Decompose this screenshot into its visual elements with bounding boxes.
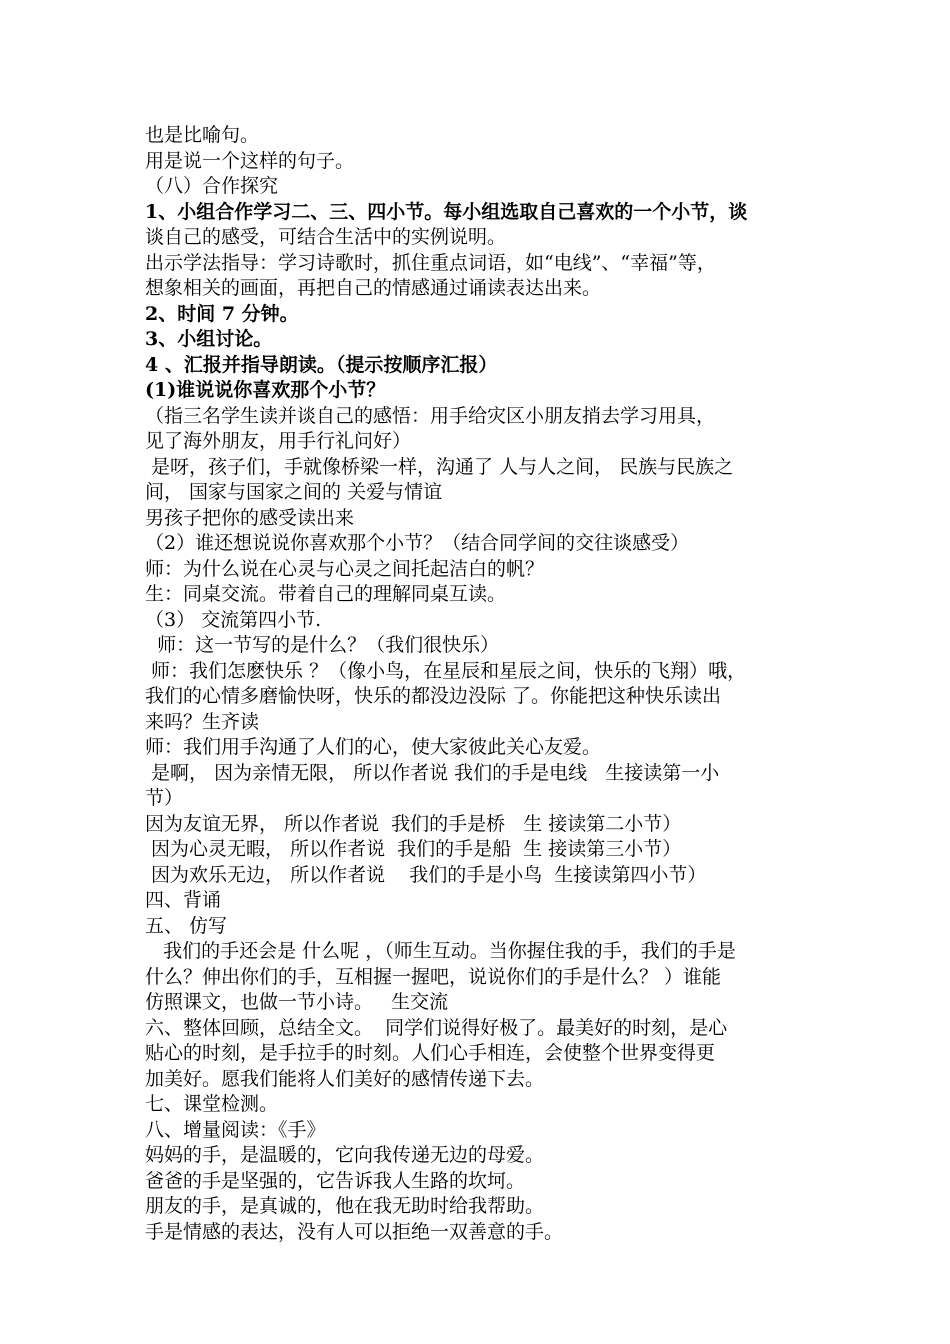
text-line: 3、小组讨论。 [145, 328, 273, 350]
text-line: 妈妈的手，是温暖的，它向我传递无边的母爱。 [145, 1144, 545, 1166]
text-line: 间， 国家与国家之间的 关爱与情谊 [145, 481, 443, 503]
text-line: （指三名学生读并谈自己的感悟：用手给灾区小朋友捎去学习用具， [145, 404, 716, 427]
text-line: 因为友谊无界， 所以作者说 我们的手是桥 生 接读第二小节） [145, 812, 682, 835]
text-line: 节） [145, 787, 184, 809]
text-line: 手是情感的表达，没有人可以拒绝一双善意的手。 [145, 1220, 564, 1243]
text-line: 来吗？生齐读 [145, 710, 260, 733]
text-line: 我们的心情多磨愉快呀，快乐的都没边没际 了。你能把这种快乐读出 [145, 685, 722, 707]
text-line: 朋友的手，是真诚的，他在我无助时给我帮助。 [145, 1195, 545, 1217]
text-line: 五、 仿写 [145, 914, 228, 937]
text-line: (1)谁说说你喜欢那个小节？ [145, 379, 386, 401]
text-line: 1、小组合作学习二、三、四小节。每小组选取自己喜欢的一个小节，谈 [145, 200, 748, 223]
text-line: 男孩子把你的感受读出来 [145, 506, 355, 529]
text-line: 七、课堂检测。 [145, 1093, 279, 1115]
text-line: 想象相关的画面，再把自己的情感通过诵读表达出来。 [145, 277, 602, 299]
document-body [145, 123, 820, 1245]
text-line: 谈自己的感受，可结合生活中的实例说明。 [145, 226, 507, 248]
text-line: （3） 交流第四小节. [145, 608, 322, 631]
text-line: 什么？伸出你们的手，互相握一握吧，说说你们的手是什么？ ）谁能 [145, 965, 722, 988]
text-line: 师：为什么说在心灵与心灵之间托起洁白的帆？ [145, 557, 545, 580]
text-line: 师：我们用手沟通了人们的心，使大家彼此关心友爱。 [145, 736, 602, 758]
text-line: 师：这一节写的是什么？（我们很快乐） [145, 634, 500, 656]
text-line: 见了海外朋友，用手行礼问好） [145, 430, 412, 452]
text-line: 也是比喻句。 [145, 124, 260, 146]
text-line: 用是说一个这样的句子。 [145, 149, 355, 172]
text-line: 2、时间 7 分钟。 [145, 302, 299, 325]
text-line: 出示学法指导：学习诗歌时，抓住重点词语，如“电线”、“幸福”等， [145, 251, 716, 274]
text-line: 4 、汇报并指导朗读。（提示按顺序汇报） [145, 353, 498, 376]
text-line: 贴心的时刻，是手拉手的时刻。人们心手相连，会使整个世界变得更 [145, 1042, 716, 1064]
text-line: 加美好。愿我们能将人们美好的感情传递下去。 [145, 1067, 545, 1090]
text-line: 我们的手还会是 什么呢 ，（师生互动。当你握住我的手，我们的手是 [145, 940, 736, 962]
text-line: 八、增量阅读：《手》 [145, 1118, 326, 1141]
text-line: 因为欢乐无边， 所以作者说 我们的手是小鸟 生接读第四小节） [145, 863, 707, 886]
text-line: 是啊， 因为亲情无限， 所以作者说 我们的手是电线 生接读第一小 [145, 761, 720, 784]
text-line: 爸爸的手是坚强的，它告诉我人生路的坎坷。 [145, 1169, 526, 1192]
text-line: （2）谁还想说说你喜欢那个小节？（结合同学间的交往谈感受） [145, 532, 690, 554]
text-line: （八）合作探究 [145, 175, 279, 197]
text-line: 仿照课文，也做一节小诗。 生交流 [145, 991, 449, 1013]
text-line: 六、整体回顾，总结全文。 同学们说得好极了。最美好的时刻，是心 [145, 1016, 728, 1039]
text-line: 四、背诵 [145, 889, 222, 911]
text-line: 因为心灵无暇， 所以作者说 我们的手是船 生 接读第三小节） [145, 838, 682, 860]
text-line: 生：同桌交流。带着自己的理解同桌互读。 [145, 583, 507, 605]
text-line: 师：我们怎麽快乐 ？（像小鸟，在星辰和星辰之间，快乐的飞翔）哦， [145, 659, 747, 682]
text-line: 是呀，孩子们，手就像桥梁一样，沟通了 人与人之间， 民族与民族之 [145, 455, 734, 478]
